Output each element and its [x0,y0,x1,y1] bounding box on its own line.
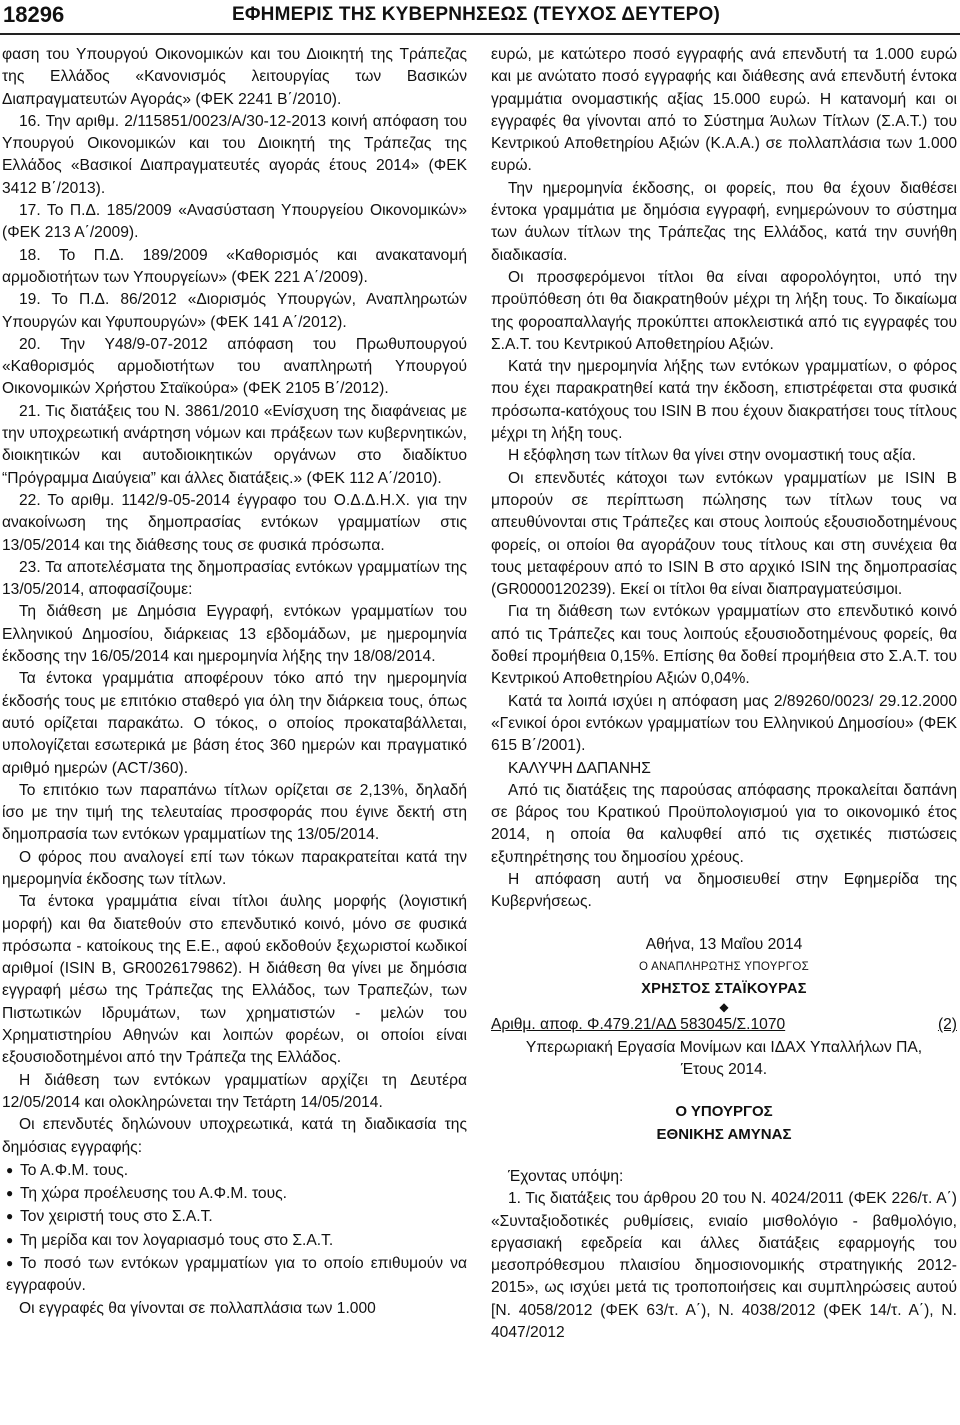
place-date: Αθήνα, 13 Μαΐου 2014 [645,935,803,953]
paragraph: 17. Το Π.Δ. 185/2009 «Ανασύσταση Υπουργείου Οικονομικών» (ΦΕΚ 213 Α΄/2009). [2,202,467,242]
paragraph: Κατά την ημερομηνία λήξης των εντόκων γραμματίων, ο φόρος που έχει παρακρατηθεί κατά την έκδοση, επιστρέφεται στα φυσικά πρόσωπα-κατόχους του ISIN B που έχουν διακρατήσει τους τίτλους μέχρι τη λήξη τους. [491,358,957,443]
paragraph: Κατά τα λοιπά ισχύει η απόφαση μας 2/89260/0023/ 29.12.2000 «Γενικοί όροι εντόκων γραμματίων του Ελληνικού Δημοσίου» (ΦΕΚ 615 Β΄/2001). [491,692,957,755]
minister-title-line-2: ΕΘΝΙΚΗΣ ΑΜΥΝΑΣ [656,1125,792,1143]
paragraph: 19. Το Π.Δ. 86/2012 «Διορισμός Υπουργών, Αναπληρωτών Υπουργών και Υφυπουργών» (ΦΕΚ 141 Α΄/2012). [2,291,467,331]
list-item-text: Το Α.Φ.Μ. τους. [20,1161,129,1179]
decision-title: Υπερωριακή Εργασία Μονίμων και ΙΔΑΧ Υπαλλήλων ΠΑ, Έτους 2014. [525,1038,923,1079]
header-rule [0,33,960,35]
paragraph: Τη διάθεση με Δημόσια Εγγραφή, εντόκων γραμματίων του Ελληνικού Δημοσίου, διάρκειας 13 εβδομάδων, με ημερομηνία έκδοσης την 16/05/2014 και ημερομηνία λήξης την 18/08/2014. [2,603,467,666]
paragraph: Η απόφαση αυτή να δημοσιευθεί στην Εφημερίδα της Κυβερνήσεως. [491,870,957,911]
signer-role: Ο ΑΝΑΠΛΗΡΩΤΗΣ ΥΠΟΥΡΓΟΣ [638,960,809,973]
paragraph: 18. Το Π.Δ. 189/2009 «Καθορισμός και ανακατανομή αρμοδιοτήτων των Υπουργείων» (ΦΕΚ 221 Α΄/2009). [2,246,467,286]
bullet-icon: ● [6,1186,14,1201]
gazette-title: ΕΦΗΜΕΡΙΣ ΤΗΣ ΚΥΒΕΡΝΗΣΕΩΣ (ΤΕΥΧΟΣ ΔΕΥΤΕΡΟ) [232,4,720,25]
paragraph: ευρώ, με κατώτερο ποσό εγγραφής ανά επενδυτή τα 1.000 ευρώ και με ανώτατο ποσό εγγραφής και διάθεσης ανά επενδυτή έντοκα γραμμάτια ονομαστικής αξίας 15.000 ευρώ. Η κατανομή και οι εγγραφές θα γίνονται από το Σύστημα Άυλων Τίτλων (Σ.Α.Τ.) του Κεντρικού Αποθετηρίου Αξιών (Κ.Α.Α.) σε πολλαπλάσια των 1.000 ευρώ. [491,46,957,175]
paragraph: 22. Το αριθμ. 1142/9-05-2014 έγγραφο του Ο.Δ.Δ.Η.Χ. για την ανακοίνωση της δημοπρασίας εντόκων γραμματίων στις 13/05/2014 και της διάθεσης τους σε φυσικά πρόσωπα. [2,491,467,554]
paragraph: Η εξόφληση των τίτλων θα γίνει στην ονομαστική τους αξία. [508,447,916,465]
paragraph: Τα έντοκα γραμμάτια είναι τίτλοι άυλης μορφής (λογιστική μορφή) και θα διατεθούν στο επενδυτικό κοινό, μόνο σε φυσικά πρόσωπα - κατοίκους της Ε.Ε., αφού εκδοθούν ξεχωριστοί κωδικοί αριθμοί (ISIN B, GR0026179862). Η διάθεση θα γίνει με δημόσια εγγραφή μέσω της Τράπεζας της Ελλάδος, των Τραπεζών, των Πιστωτικών Ιδρυμάτων, των χρηματιστών - μελών του Χρηματιστηρίου Αθηνών και λοιπών φορέων, οι οποίοι είναι εξουσιοδοτημένοι από την Τράπεζα της Ελλάδος. [2,893,467,1067]
left-column [2,44,467,1320]
list-item-text: Το ποσό των εντόκων γραμματίων για το οποίο επιθυμούν να εγγραφούν. [6,1255,467,1295]
signer-name: ΧΡΗΣΤΟΣ ΣΤΑΪΚΟΥΡΑΣ [641,981,807,998]
separator-diamond-icon: ◆ [719,1000,729,1015]
paragraph: 23. Τα αποτελέσματα της δημοπρασίας εντόκων γραμματίων της 13/05/2014, αποφασίζουμε: [2,558,467,599]
paragraph: 20. Την Υ48/9-07-2012 απόφαση του Πρωθυπουργού «Καθορισμός αρμοδιοτήτων του αναπληρωτή Υπουργού Οικονομικών Χρήστου Σταϊκούρα» (ΦΕΚ 2105 Β΄/2012). [2,335,467,398]
list-item-text: Τον χειριστή τους στο Σ.Α.Τ. [20,1208,213,1226]
page-header [0,0,960,30]
paragraph: Η διάθεση των εντόκων γραμματίων αρχίζει τη Δευτέρα 12/05/2014 και ολοκληρώνεται την Τετάρτη 14/05/2014. [2,1071,467,1111]
minister-title-line-1: Ο ΥΠΟΥΡΓΟΣ [675,1103,773,1121]
paragraph: 21. Τις διατάξεις του Ν. 3861/2010 «Ενίσχυση της διαφάνειας με την υποχρεωτική ανάρτηση νόμων και πράξεων των κυβερνητικών, διοικητικών και αυτοδιοικητικών οργάνων στο διαδίκτυο “Πρόγραμμα Διαύγεια” και άλλες διατάξεις.» (ΦΕΚ 112 Α΄/2010). [2,402,467,487]
bullet-icon: ● [6,1162,14,1177]
paragraph: Την ημερομηνία έκδοσης, οι φορείς, που θα έχουν διαθέσει έντοκα γραμμάτια με δημόσια εγγραφή, ενημερώνουν το σύστημα των άυλων τίτλων της Τράπεζας της Ελλάδος, κατά την συνήθη διαδικασία. [491,179,957,264]
bullet-icon: ● [6,1256,14,1271]
paragraph: Το επιτόκιο των παραπάνω τίτλων ορίζεται σε 2,13%, δηλαδή ίσο με την τιμή της τελευταίας προσφοράς που έγινε δεκτή στη δημοπρασία των εντόκων γραμματίων της 13/05/2014. [2,781,467,844]
paragraph: Ο φόρος που αναλογεί επί των τόκων παρακρατείται κατά την ημερομηνία έκδοσης των τίτλων. [2,848,467,888]
paragraph: 16. Την αριθμ. 2/115851/0023/Α/30-12-2013 κοινή απόφαση του Υπουργού Οικονομικών και του Διοικητή της Τράπεζας της Ελλάδος «Βασικοί Διαπραγματευτές αγοράς έτους 2014» (ΦΕΚ 3412 Β΄/2013). [2,112,467,197]
paragraph: Από τις διατάξεις της παρούσας απόφασης προκαλείται δαπάνη σε βάρος του Κρατικού Προϋπολογισμού για το οικονομικό έτος 2014, η οποία θα καλυφθεί από τις σχετικές πιστώσεις εξυπηρέτησης του δημοσίου χρέους. [491,781,957,866]
bullet-icon: ● [6,1209,14,1224]
paragraph: Τα έντοκα γραμμάτια αποφέρουν τόκο από την ημερομηνία έκδοσής τους με επιτόκιο σταθερό για όλη την διάρκεια τους, όπως αυτό ορίζεται παρακάτω. Ο τόκος, ο οποίος προκαταβάλλεται, υπολογίζεται εσωτερικά με βάση έτος 360 ημερών και πραγματικό αριθμό ημερών (ACT/360). [2,670,467,777]
decision-reference-row [491,1014,957,1036]
decision-number: (2) [937,1016,957,1034]
list-item [2,1205,467,1228]
paragraph: φαση του Υπουργού Οικονομικών και του Διοικητή της Τράπεζας της Ελλάδος «Κανονισμός λειτουργίας των Βασικών Διαπραγματευτών Αγοράς» (ΦΕΚ 2241 Β΄/2010). [2,46,467,108]
paragraph: Για τη διάθεση των εντόκων γραμματίων στο επενδυτικό κοινό από τις Τράπεζες και τους λοιπούς εξουσιοδοτημένους φορείς, θα δοθεί προμήθεια 0,15%. Επίσης θα δοθεί προμήθεια στο Σ.Α.Τ. του Κεντρικού Αποθετηρίου Αξιών 0,04%. [491,603,957,688]
page-number: 18296 [3,2,65,27]
list-item [2,1182,467,1205]
list-item-text: Τη χώρα προέλευσης του Α.Φ.Μ. τους. [20,1185,287,1203]
paragraph: Οι επενδυτές κάτοχοι των εντόκων γραμματίων με ISIN B μπορούν σε περίπτωση πώλησης των τίτλων τους να απευθύνονται στις Τράπεζες και στους λοιπούς εξουσιοδοτημένους φορείς, οι οποίοι θα αγοράζουν τους τίτλους και στη συνέχεια θα τους μεταφέρουν από το ISIN B στο αρχικό ISIN της δημοπρασίας (GR0000120239). Εκεί οι τίτλοι θα είναι διαπραγματεύσιμοι. [491,469,957,599]
list-item [2,1229,467,1252]
bullet-icon: ● [6,1232,14,1247]
paragraph: Οι προσφερόμενοι τίτλοι θα είναι αφορολόγητοι, υπό την προϋπόθεση ότι θα διακρατηθούν μέχρι τη λήξη τους. Το δικαίωμα της φοροαπαλλαγής προκύπτει αποκλειστικά από τις εγγραφές του Σ.Α.Τ. του Κεντρικού Αποθετηρίου Αξιών. [491,268,957,353]
decision-reference: Αριθμ. αποφ. Φ.479.21/ΑΔ 583045/Σ.1070 [491,1016,786,1034]
right-column [491,44,957,1344]
paragraph: Οι επενδυτές δηλώνουν υποχρεωτικά, κατά τη διαδικασία της δημόσιας εγγραφής: [2,1116,467,1156]
having-regard-heading: Έχοντας υπόψη: [508,1167,624,1185]
paragraph: Οι εγγραφές θα γίνονται σε πολλαπλάσια των 1.000 [19,1299,376,1317]
list-item-text: Τη μερίδα και τον λογαριασμό τους στο Σ.Α.Τ. [20,1231,334,1249]
list-item [2,1252,467,1298]
paragraph: 1. Τις διατάξεις του άρθρου 20 του Ν. 4024/2011 (ΦΕΚ 226/τ. Α΄) «Συνταξιοδοτικές ρυθμίσεις, ενιαίο μισθολόγιο - βαθμολόγιο, εργασιακή εφεδρεία και άλλες διατάξεις εφαρμογής του μεσοπρόθεσμου πλαισίου δημοσιονομικής στρατηγικής 2012-2015», ως ισχύει μετά τις τροποποιήσεις και συμπληρώσεις αυτού [Ν. 4058/2012 (ΦΕΚ 63/τ. Α΄), Ν. 4038/2012 (ΦΕΚ 14/τ. Α΄), Ν. 4047/2012 [491,1190,957,1342]
section-heading: ΚΑΛΥΨΗ ΔΑΠΑΝΗΣ [508,759,651,777]
list-item [2,1159,467,1182]
